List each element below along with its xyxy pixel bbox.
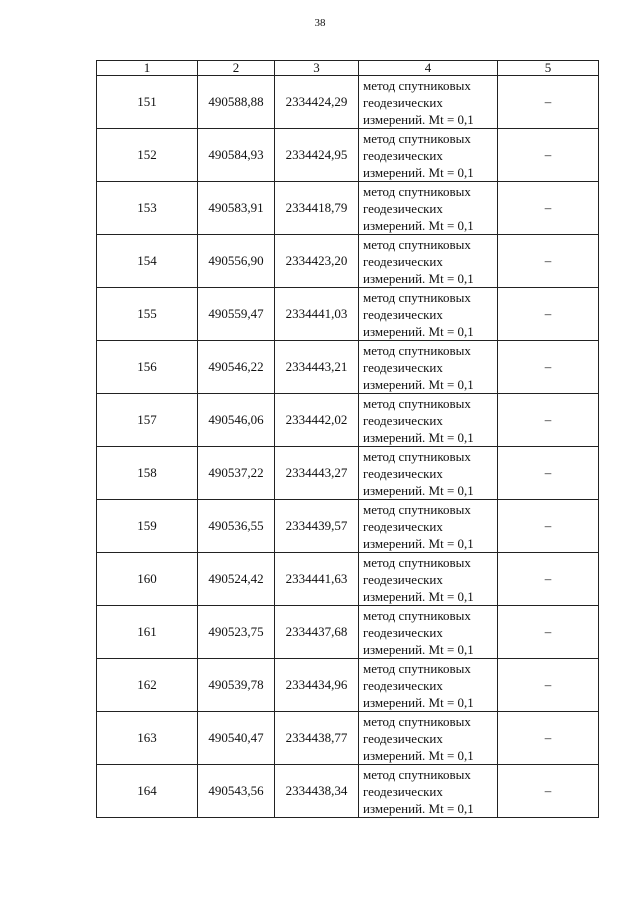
method-line: измерений. Mt = 0,1 [363, 270, 474, 286]
table-row [97, 659, 599, 712]
note-cell: – [498, 76, 599, 129]
method-line: геодезических [363, 571, 443, 587]
method-cell [359, 129, 498, 182]
x-coordinate-cell: 490523,75 [198, 606, 275, 659]
table-row [97, 129, 599, 182]
method-cell [359, 394, 498, 447]
x-coordinate-cell: 490546,06 [198, 394, 275, 447]
note-cell: – [498, 500, 599, 553]
method-line: геодезических [363, 359, 443, 375]
note-cell: – [498, 606, 599, 659]
method-line: метод спутниковых [363, 448, 471, 464]
column-header: 4 [359, 61, 498, 76]
method-cell [359, 447, 498, 500]
method-cell [359, 182, 498, 235]
y-coordinate-cell: 2334443,21 [275, 341, 359, 394]
method-line: измерений. Mt = 0,1 [363, 482, 474, 498]
method-cell [359, 76, 498, 129]
note-cell: – [498, 129, 599, 182]
table-row [97, 606, 599, 659]
x-coordinate-cell: 490543,56 [198, 765, 275, 818]
method-line: геодезических [363, 465, 443, 481]
method-line: геодезических [363, 730, 443, 746]
method-line: геодезических [363, 94, 443, 110]
y-coordinate-cell: 2334442,02 [275, 394, 359, 447]
method-line: измерений. Mt = 0,1 [363, 535, 474, 551]
point-number-cell: 159 [97, 500, 198, 553]
method-line: геодезических [363, 518, 443, 534]
x-coordinate-cell: 490556,90 [198, 235, 275, 288]
point-number-cell: 163 [97, 712, 198, 765]
point-number-cell: 164 [97, 765, 198, 818]
method-line: метод спутниковых [363, 660, 471, 676]
method-line: геодезических [363, 200, 443, 216]
x-coordinate-cell: 490540,47 [198, 712, 275, 765]
method-line: геодезических [363, 624, 443, 640]
method-cell [359, 288, 498, 341]
method-line: измерений. Mt = 0,1 [363, 588, 474, 604]
method-cell [359, 606, 498, 659]
note-cell: – [498, 659, 599, 712]
y-coordinate-cell: 2334438,77 [275, 712, 359, 765]
method-cell [359, 765, 498, 818]
note-cell: – [498, 394, 599, 447]
y-coordinate-cell: 2334418,79 [275, 182, 359, 235]
method-line: геодезических [363, 306, 443, 322]
method-line: геодезических [363, 412, 443, 428]
method-line: метод спутниковых [363, 236, 471, 252]
point-number-cell: 151 [97, 76, 198, 129]
method-line: геодезических [363, 147, 443, 163]
method-line: метод спутниковых [363, 183, 471, 199]
method-cell [359, 553, 498, 606]
method-line: метод спутниковых [363, 130, 471, 146]
method-cell [359, 500, 498, 553]
method-line: измерений. Mt = 0,1 [363, 111, 474, 127]
y-coordinate-cell: 2334439,57 [275, 500, 359, 553]
table-header-row [97, 61, 599, 76]
method-line: метод спутниковых [363, 607, 471, 623]
table-row [97, 765, 599, 818]
point-number-cell: 157 [97, 394, 198, 447]
method-line: геодезических [363, 677, 443, 693]
point-number-cell: 158 [97, 447, 198, 500]
y-coordinate-cell: 2334424,95 [275, 129, 359, 182]
method-line: измерений. Mt = 0,1 [363, 694, 474, 710]
point-number-cell: 162 [97, 659, 198, 712]
x-coordinate-cell: 490539,78 [198, 659, 275, 712]
note-cell: – [498, 447, 599, 500]
point-number-cell: 152 [97, 129, 198, 182]
table-row [97, 394, 599, 447]
method-line: измерений. Mt = 0,1 [363, 323, 474, 339]
method-cell [359, 712, 498, 765]
y-coordinate-cell: 2334441,03 [275, 288, 359, 341]
method-line: метод спутниковых [363, 501, 471, 517]
column-header: 3 [275, 61, 359, 76]
column-header: 5 [498, 61, 599, 76]
x-coordinate-cell: 490537,22 [198, 447, 275, 500]
point-number-cell: 160 [97, 553, 198, 606]
point-number-cell: 154 [97, 235, 198, 288]
method-line: метод спутниковых [363, 766, 471, 782]
y-coordinate-cell: 2334443,27 [275, 447, 359, 500]
method-line: измерений. Mt = 0,1 [363, 429, 474, 445]
table-row [97, 553, 599, 606]
y-coordinate-cell: 2334434,96 [275, 659, 359, 712]
method-line: метод спутниковых [363, 395, 471, 411]
table-row [97, 76, 599, 129]
note-cell: – [498, 288, 599, 341]
x-coordinate-cell: 490584,93 [198, 129, 275, 182]
x-coordinate-cell: 490588,88 [198, 76, 275, 129]
x-coordinate-cell: 490559,47 [198, 288, 275, 341]
y-coordinate-cell: 2334441,63 [275, 553, 359, 606]
table-body [97, 76, 599, 818]
method-line: метод спутниковых [363, 289, 471, 305]
method-cell [359, 235, 498, 288]
method-line: метод спутниковых [363, 342, 471, 358]
column-header: 2 [198, 61, 275, 76]
point-number-cell: 153 [97, 182, 198, 235]
note-cell: – [498, 341, 599, 394]
method-line: измерений. Mt = 0,1 [363, 164, 474, 180]
method-line: измерений. Mt = 0,1 [363, 217, 474, 233]
table-row [97, 500, 599, 553]
method-cell [359, 341, 498, 394]
y-coordinate-cell: 2334423,20 [275, 235, 359, 288]
method-line: измерений. Mt = 0,1 [363, 376, 474, 392]
page-number: 38 [314, 17, 326, 29]
method-line: метод спутниковых [363, 713, 471, 729]
method-line: геодезических [363, 783, 443, 799]
x-coordinate-cell: 490524,42 [198, 553, 275, 606]
note-cell: – [498, 235, 599, 288]
table-header [97, 61, 599, 76]
method-line: измерений. Mt = 0,1 [363, 800, 474, 816]
x-coordinate-cell: 490583,91 [198, 182, 275, 235]
method-line: измерений. Mt = 0,1 [363, 641, 474, 657]
x-coordinate-cell: 490536,55 [198, 500, 275, 553]
table-row [97, 341, 599, 394]
column-header: 1 [97, 61, 198, 76]
method-line: геодезических [363, 253, 443, 269]
note-cell: – [498, 765, 599, 818]
point-number-cell: 161 [97, 606, 198, 659]
y-coordinate-cell: 2334424,29 [275, 76, 359, 129]
note-cell: – [498, 182, 599, 235]
table-row [97, 182, 599, 235]
method-line: измерений. Mt = 0,1 [363, 747, 474, 763]
table-row [97, 288, 599, 341]
point-number-cell: 155 [97, 288, 198, 341]
note-cell: – [498, 553, 599, 606]
method-line: метод спутниковых [363, 554, 471, 570]
y-coordinate-cell: 2334438,34 [275, 765, 359, 818]
x-coordinate-cell: 490546,22 [198, 341, 275, 394]
table-row [97, 447, 599, 500]
table-row [97, 712, 599, 765]
table-row [97, 235, 599, 288]
coordinates-table [96, 60, 599, 818]
note-cell: – [498, 712, 599, 765]
point-number-cell: 156 [97, 341, 198, 394]
method-cell [359, 659, 498, 712]
y-coordinate-cell: 2334437,68 [275, 606, 359, 659]
method-line: метод спутниковых [363, 77, 471, 93]
